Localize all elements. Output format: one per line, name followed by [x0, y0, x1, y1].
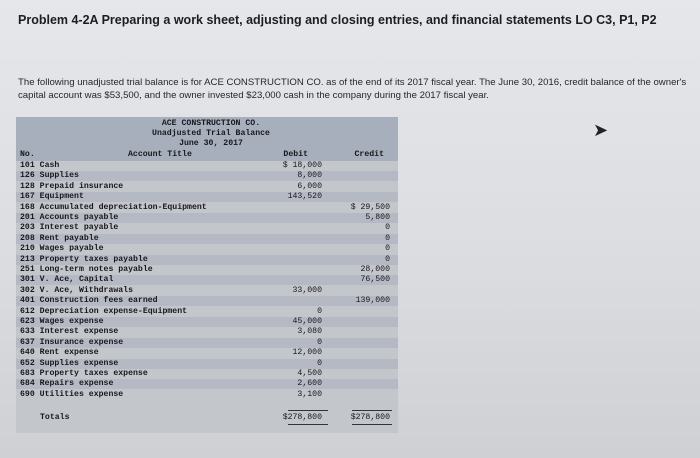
- col-credit-header: Credit: [354, 150, 384, 159]
- totals-row: [16, 413, 398, 423]
- account-title: 101 Cash: [20, 161, 60, 170]
- debit-amount: 3,100: [297, 389, 322, 399]
- table-row: [16, 213, 398, 223]
- account-title: 213 Property taxes payable: [20, 254, 148, 264]
- col-no-header: No.: [20, 150, 35, 159]
- total-debit: $278,800: [282, 413, 322, 422]
- table-row: [16, 234, 398, 244]
- table-row: [16, 307, 398, 317]
- col-debit-header: Debit: [283, 150, 308, 159]
- account-title: 251 Long-term notes payable: [20, 265, 153, 274]
- table-row: [16, 171, 398, 181]
- report-heading: Unadjusted Trial Balance: [152, 129, 270, 138]
- debit-amount: 33,000: [292, 285, 322, 295]
- table-row: [16, 369, 398, 379]
- credit-amount: 28,000: [360, 265, 390, 274]
- account-title: 640 Rent expense: [20, 348, 99, 358]
- credit-double-underline: [352, 424, 392, 425]
- trial-balance-header: [16, 117, 398, 161]
- account-title: 683 Property taxes expense: [20, 369, 148, 378]
- account-title: 302 V. Ace, Withdrawals: [20, 285, 134, 295]
- debit-amount: 6,000: [297, 181, 322, 191]
- account-title: 168 Accumulated depreciation-Equipment: [20, 202, 207, 212]
- company-name: ACE CONSTRUCTION CO.: [161, 119, 261, 128]
- debit-amount: $ 18,000: [282, 161, 322, 170]
- account-title: 208 Rent payable: [20, 233, 99, 243]
- credit-amount: 76,500: [360, 275, 390, 285]
- credit-amount: 0: [385, 223, 390, 233]
- debit-amount: 4,500: [297, 369, 322, 378]
- table-row: [16, 192, 398, 202]
- problem-intro: The following unadjusted trial balance is for ACE CONSTRUCTION CO. as of the end of its 2017 fiscal year. The June 30, 2016, credit balance of the owner's capital account was $53,500, and the owner invested $23,000 cash in the company during the 2017 fiscal year.: [18, 77, 687, 101]
- account-title: 684 Repairs expense: [20, 379, 114, 389]
- account-title: 210 Wages payable: [20, 244, 104, 254]
- debit-amount: 0: [317, 358, 322, 368]
- credit-underline: [352, 410, 392, 411]
- account-title: 128 Prepaid insurance: [20, 181, 124, 191]
- account-title: 637 Insurance expense: [20, 337, 124, 347]
- report-date: June 30, 2017: [179, 139, 243, 148]
- debit-amount: 0: [317, 337, 322, 347]
- debit-amount: 12,000: [292, 348, 322, 358]
- debit-amount: 3,080: [297, 327, 322, 337]
- table-row: [16, 203, 398, 213]
- table-row: [16, 182, 398, 192]
- totals-label: Totals: [40, 413, 70, 422]
- table-row: [16, 275, 398, 285]
- debit-amount: 0: [317, 306, 322, 316]
- table-row: [16, 296, 398, 306]
- account-title: 401 Construction fees earned: [20, 296, 158, 306]
- debit-amount: 8,000: [297, 171, 322, 181]
- problem-title: Problem 4-2A Preparing a work sheet, adjusting and closing entries, and financial statements LO C3, P1, P2: [18, 13, 657, 27]
- account-title: 633 Interest expense: [20, 327, 119, 337]
- credit-amount: 5,800: [365, 213, 390, 222]
- credit-amount: $ 29,500: [350, 202, 390, 212]
- credit-amount: 0: [385, 233, 390, 243]
- table-row: [16, 161, 398, 171]
- table-row: [16, 255, 398, 265]
- debit-double-underline: [288, 424, 328, 425]
- table-row: [16, 317, 398, 327]
- table-row: [16, 286, 398, 296]
- debit-amount: 45,000: [292, 317, 322, 326]
- account-title: 652 Supplies expense: [20, 358, 119, 368]
- col-title-header: Account Title: [128, 150, 192, 159]
- table-row: [16, 348, 398, 358]
- table-row: [16, 265, 398, 275]
- total-credit: $278,800: [350, 413, 390, 422]
- table-row: [16, 359, 398, 369]
- credit-amount: 0: [385, 244, 390, 254]
- table-row: [16, 244, 398, 254]
- account-title: 301 V. Ace, Capital: [20, 275, 114, 285]
- table-row: [16, 390, 398, 400]
- account-title: 203 Interest payable: [20, 223, 119, 233]
- account-title: 623 Wages expense: [20, 317, 104, 326]
- table-row: [16, 379, 398, 389]
- account-title: 167 Equipment: [20, 192, 84, 202]
- cursor-arrow-icon: ➤: [593, 120, 609, 140]
- account-title: 126 Supplies: [20, 171, 79, 181]
- trial-balance-table: [16, 117, 398, 433]
- credit-amount: 0: [385, 254, 390, 264]
- table-row: [16, 338, 398, 348]
- account-title: 201 Accounts payable: [20, 213, 119, 222]
- debit-amount: 2,600: [297, 379, 322, 389]
- debit-underline: [288, 410, 328, 411]
- credit-amount: 139,000: [355, 296, 390, 306]
- account-title: 690 Utilities expense: [20, 389, 124, 399]
- account-title: 612 Depreciation expense-Equipment: [20, 306, 188, 316]
- debit-amount: 143,520: [287, 192, 322, 202]
- table-row: [16, 327, 398, 337]
- table-row: [16, 223, 398, 233]
